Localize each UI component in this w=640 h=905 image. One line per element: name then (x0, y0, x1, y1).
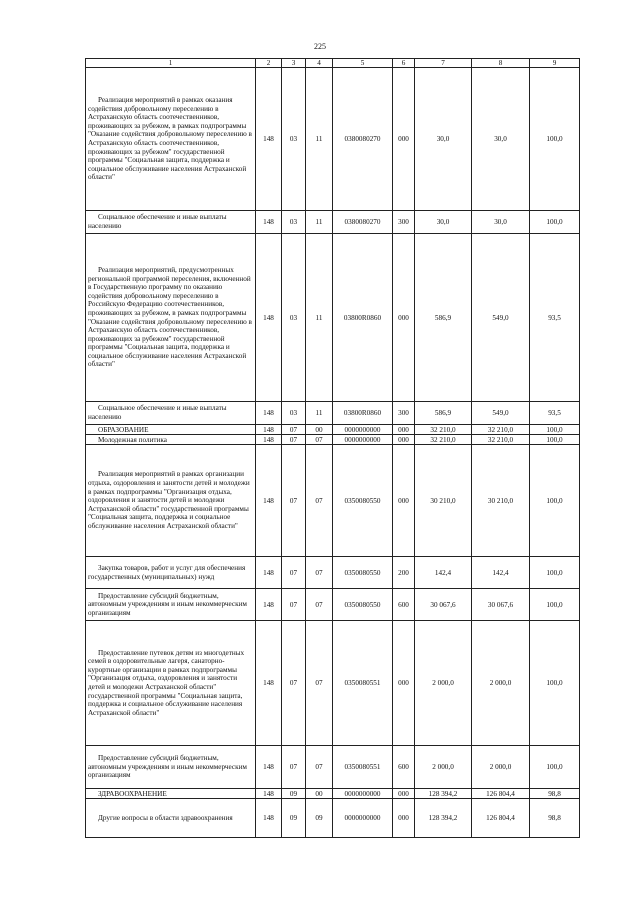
target-article: 0350080550 (333, 589, 393, 621)
executed-amount: 32 210,0 (472, 435, 530, 445)
row-description: Социальное обеспечение и иные выплаты населению (86, 402, 256, 425)
subsection-code: 09 (306, 799, 333, 838)
subsection-code: 11 (306, 402, 333, 425)
table-row (86, 211, 580, 234)
table-row (86, 234, 580, 402)
target-article: 0000000000 (333, 789, 393, 799)
planned-amount: 30 210,0 (415, 445, 472, 557)
section-code: 03 (282, 402, 306, 425)
planned-amount: 30 067,6 (415, 589, 472, 621)
subsection-code: 07 (306, 589, 333, 621)
table-row (86, 621, 580, 746)
planned-amount: 30,0 (415, 68, 472, 211)
execution-percent: 100,0 (530, 621, 580, 746)
planned-amount: 30,0 (415, 211, 472, 234)
execution-percent: 100,0 (530, 445, 580, 557)
section-code: 03 (282, 68, 306, 211)
executed-amount: 142,4 (472, 557, 530, 589)
expense-type: 000 (393, 68, 415, 211)
expense-type: 300 (393, 402, 415, 425)
header-cell: 6 (393, 59, 415, 68)
admin-code: 148 (256, 402, 282, 425)
admin-code: 148 (256, 557, 282, 589)
row-description: Предоставление субсидий бюджетным, автономным учреждениям и иным некоммерческим организациям (86, 746, 256, 789)
header-row (86, 59, 580, 68)
row-description: Социальное обеспечение и иные выплаты населению (86, 211, 256, 234)
admin-code: 148 (256, 234, 282, 402)
section-code: 07 (282, 589, 306, 621)
executed-amount: 30 210,0 (472, 445, 530, 557)
section-code: 07 (282, 445, 306, 557)
execution-percent: 100,0 (530, 746, 580, 789)
section-code: 07 (282, 425, 306, 435)
expense-type: 000 (393, 435, 415, 445)
subsection-code: 07 (306, 621, 333, 746)
header-cell: 3 (282, 59, 306, 68)
subsection-code: 11 (306, 68, 333, 211)
expense-type: 000 (393, 799, 415, 838)
planned-amount: 32 210,0 (415, 435, 472, 445)
header-cell: 9 (530, 59, 580, 68)
subsection-code: 11 (306, 211, 333, 234)
admin-code: 148 (256, 425, 282, 435)
section-code: 07 (282, 435, 306, 445)
execution-percent: 100,0 (530, 425, 580, 435)
executed-amount: 30,0 (472, 68, 530, 211)
target-article: 0000000000 (333, 799, 393, 838)
header-cell: 7 (415, 59, 472, 68)
subsection-code: 07 (306, 557, 333, 589)
row-description: Закупка товаров, работ и услуг для обеспечения государственных (муниципальных) нужд (86, 557, 256, 589)
target-article: 03800R0860 (333, 402, 393, 425)
expense-type: 000 (393, 789, 415, 799)
target-article: 0380080270 (333, 68, 393, 211)
planned-amount: 2 000,0 (415, 746, 472, 789)
section-code: 03 (282, 211, 306, 234)
target-article: 0350080550 (333, 557, 393, 589)
section-code: 07 (282, 557, 306, 589)
table-row (86, 746, 580, 789)
execution-percent: 100,0 (530, 211, 580, 234)
planned-amount: 32 210,0 (415, 425, 472, 435)
planned-amount: 586,9 (415, 402, 472, 425)
execution-percent: 98,8 (530, 799, 580, 838)
expense-type: 600 (393, 746, 415, 789)
row-description: Реализация мероприятий, предусмотренных региональной программой переселения, включенной в Государственную программу по оказанию содействия добровольному переселению в Российскую Федерацию соотечественников, проживающих за рубежом, в рамках подпрограммы "Оказание содействия добровольному переселению в Астраханскую область соотечественников, проживающих за рубежом" государственной программы "Социальная защита, поддержка и социальное обслуживание населения Астраханской области" (86, 234, 256, 402)
table-row (86, 425, 580, 435)
subsection-code: 11 (306, 234, 333, 402)
executed-amount: 30,0 (472, 211, 530, 234)
target-article: 0350080551 (333, 746, 393, 789)
subsection-code: 07 (306, 746, 333, 789)
execution-percent: 100,0 (530, 68, 580, 211)
section-code: 09 (282, 799, 306, 838)
row-description: ОБРАЗОВАНИЕ (86, 425, 256, 435)
header-cell: 5 (333, 59, 393, 68)
target-article: 0000000000 (333, 435, 393, 445)
executed-amount: 2 000,0 (472, 621, 530, 746)
subsection-code: 00 (306, 425, 333, 435)
admin-code: 148 (256, 445, 282, 557)
admin-code: 148 (256, 746, 282, 789)
executed-amount: 126 804,4 (472, 799, 530, 838)
expense-type: 000 (393, 621, 415, 746)
table-row (86, 435, 580, 445)
admin-code: 148 (256, 68, 282, 211)
planned-amount: 586,9 (415, 234, 472, 402)
executed-amount: 549,0 (472, 234, 530, 402)
admin-code: 148 (256, 621, 282, 746)
admin-code: 148 (256, 789, 282, 799)
expense-type: 600 (393, 589, 415, 621)
target-article: 0350080550 (333, 445, 393, 557)
header-cell: 4 (306, 59, 333, 68)
table-row (86, 789, 580, 799)
planned-amount: 128 394,2 (415, 789, 472, 799)
subsection-code: 07 (306, 445, 333, 557)
expense-type: 200 (393, 557, 415, 589)
section-code: 09 (282, 789, 306, 799)
executed-amount: 549,0 (472, 402, 530, 425)
expense-type: 000 (393, 425, 415, 435)
execution-percent: 100,0 (530, 589, 580, 621)
executed-amount: 2 000,0 (472, 746, 530, 789)
table-row (86, 557, 580, 589)
expense-type: 300 (393, 211, 415, 234)
subsection-code: 07 (306, 435, 333, 445)
execution-percent: 100,0 (530, 557, 580, 589)
row-description: Предоставление субсидий бюджетным, автономным учреждениям и иным некоммерческим организациям (86, 589, 256, 621)
header-cell: 8 (472, 59, 530, 68)
row-description: Реализация мероприятий в рамках организации отдыха, оздоровления и занятости детей и молодежи в рамках подпрограммы "Организация отдыха, оздоровления и занятости детей и молодежи Астраханской области" государственной программы "Социальная защита, поддержка и социальное обслуживание населения Астраханской области" (86, 445, 256, 557)
execution-percent: 100,0 (530, 435, 580, 445)
row-description: Предоставление путевок детям из многодетных семей в оздоровительные лагеря, санаторно-курортные организации в рамках подпрограммы "Организация отдыха, оздоровления и занятости детей и молодежи Астраханской области" государственной программы "Социальная защита, поддержка и социальное обслуживание населения Астраханской области" (86, 621, 256, 746)
section-code: 07 (282, 746, 306, 789)
execution-percent: 98,8 (530, 789, 580, 799)
header-cell: 2 (256, 59, 282, 68)
row-description: ЗДРАВООХРАНЕНИЕ (86, 789, 256, 799)
table-row (86, 402, 580, 425)
row-description: Другие вопросы в области здравоохранения (86, 799, 256, 838)
expense-type: 000 (393, 445, 415, 557)
target-article: 0000000000 (333, 425, 393, 435)
admin-code: 148 (256, 589, 282, 621)
row-description: Реализация мероприятий в рамках оказания содействия добровольному переселению в Астраханскую область соотечественников, проживающих за рубежом, в рамках подпрограммы "Оказание содействия добровольному переселению в Астраханскую область соотечественников, проживающих за рубежом" государственной программы "Социальная защита, поддержка и социальное обслуживание населения Астраханской области" (86, 68, 256, 211)
admin-code: 148 (256, 799, 282, 838)
table-row (86, 68, 580, 211)
admin-code: 148 (256, 211, 282, 234)
header-cell: 1 (86, 59, 256, 68)
executed-amount: 126 804,4 (472, 789, 530, 799)
executed-amount: 32 210,0 (472, 425, 530, 435)
target-article: 0380080270 (333, 211, 393, 234)
table-row (86, 445, 580, 557)
table-row (86, 799, 580, 838)
subsection-code: 00 (306, 789, 333, 799)
expense-type: 000 (393, 234, 415, 402)
page-number: 225 (314, 42, 326, 51)
planned-amount: 142,4 (415, 557, 472, 589)
planned-amount: 2 000,0 (415, 621, 472, 746)
target-article: 03800R0860 (333, 234, 393, 402)
target-article: 0350080551 (333, 621, 393, 746)
row-description: Молодежная политика (86, 435, 256, 445)
execution-percent: 93,5 (530, 234, 580, 402)
execution-percent: 93,5 (530, 402, 580, 425)
budget-table (85, 58, 580, 838)
executed-amount: 30 067,6 (472, 589, 530, 621)
table-row (86, 589, 580, 621)
section-code: 07 (282, 621, 306, 746)
planned-amount: 128 394,2 (415, 799, 472, 838)
section-code: 03 (282, 234, 306, 402)
admin-code: 148 (256, 435, 282, 445)
